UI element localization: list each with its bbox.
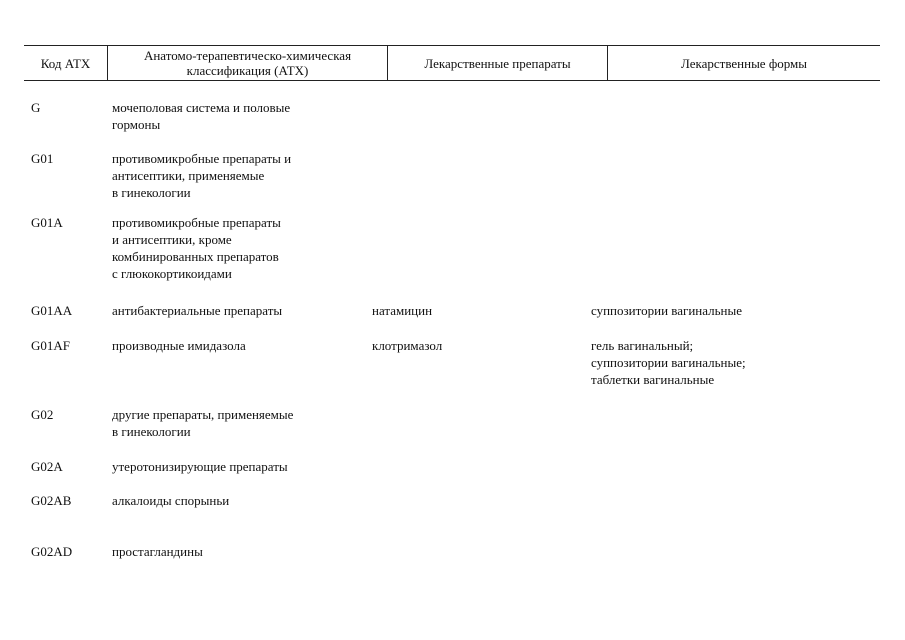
row-atx: противомикробные препараты и антисептики, кроме комбинированных препаратов с глюкокортикоидами bbox=[112, 215, 281, 281]
row-atx: другие препараты, применяемые в гинекологии bbox=[112, 407, 294, 439]
row-code: G02A bbox=[31, 459, 63, 474]
row-atx: антибактериальные препараты bbox=[112, 303, 283, 318]
row-form: гель вагинальный; суппозитории вагинальные; таблетки вагинальные bbox=[591, 338, 746, 387]
table-header bbox=[24, 45, 880, 81]
row-code: G01AA bbox=[31, 303, 73, 318]
row-code: G02AB bbox=[31, 493, 72, 508]
row-code: G01A bbox=[31, 215, 63, 230]
row-atx: простагландины bbox=[112, 544, 203, 559]
row-atx: утеротонизирующие препараты bbox=[112, 459, 288, 474]
header-forms: Лекарственные формы bbox=[607, 46, 880, 80]
row-atx: производные имидазола bbox=[112, 338, 246, 353]
row-code: G01 bbox=[31, 151, 54, 166]
row-drug: клотримазол bbox=[372, 338, 443, 353]
row-atx: мочеполовая система и половые гормоны bbox=[112, 100, 291, 132]
row-form: суппозитории вагинальные bbox=[591, 303, 743, 318]
header-atx-label: Анатомо-терапевтическо-химическая классификация (АТХ) bbox=[143, 48, 352, 78]
row-drug: натамицин bbox=[372, 303, 433, 318]
row-atx: алкалоиды спорыньи bbox=[112, 493, 230, 508]
row-code: G bbox=[31, 100, 41, 115]
header-drugs: Лекарственные препараты bbox=[387, 46, 607, 80]
header-atx-classification bbox=[107, 46, 387, 80]
row-code: G02 bbox=[31, 407, 54, 422]
header-code: Код АТХ bbox=[40, 55, 91, 71]
row-code: G02AD bbox=[31, 544, 73, 559]
row-code: G01AF bbox=[31, 338, 71, 353]
row-atx: противомикробные препараты и антисептики, применяемые в гинекологии bbox=[112, 151, 292, 200]
